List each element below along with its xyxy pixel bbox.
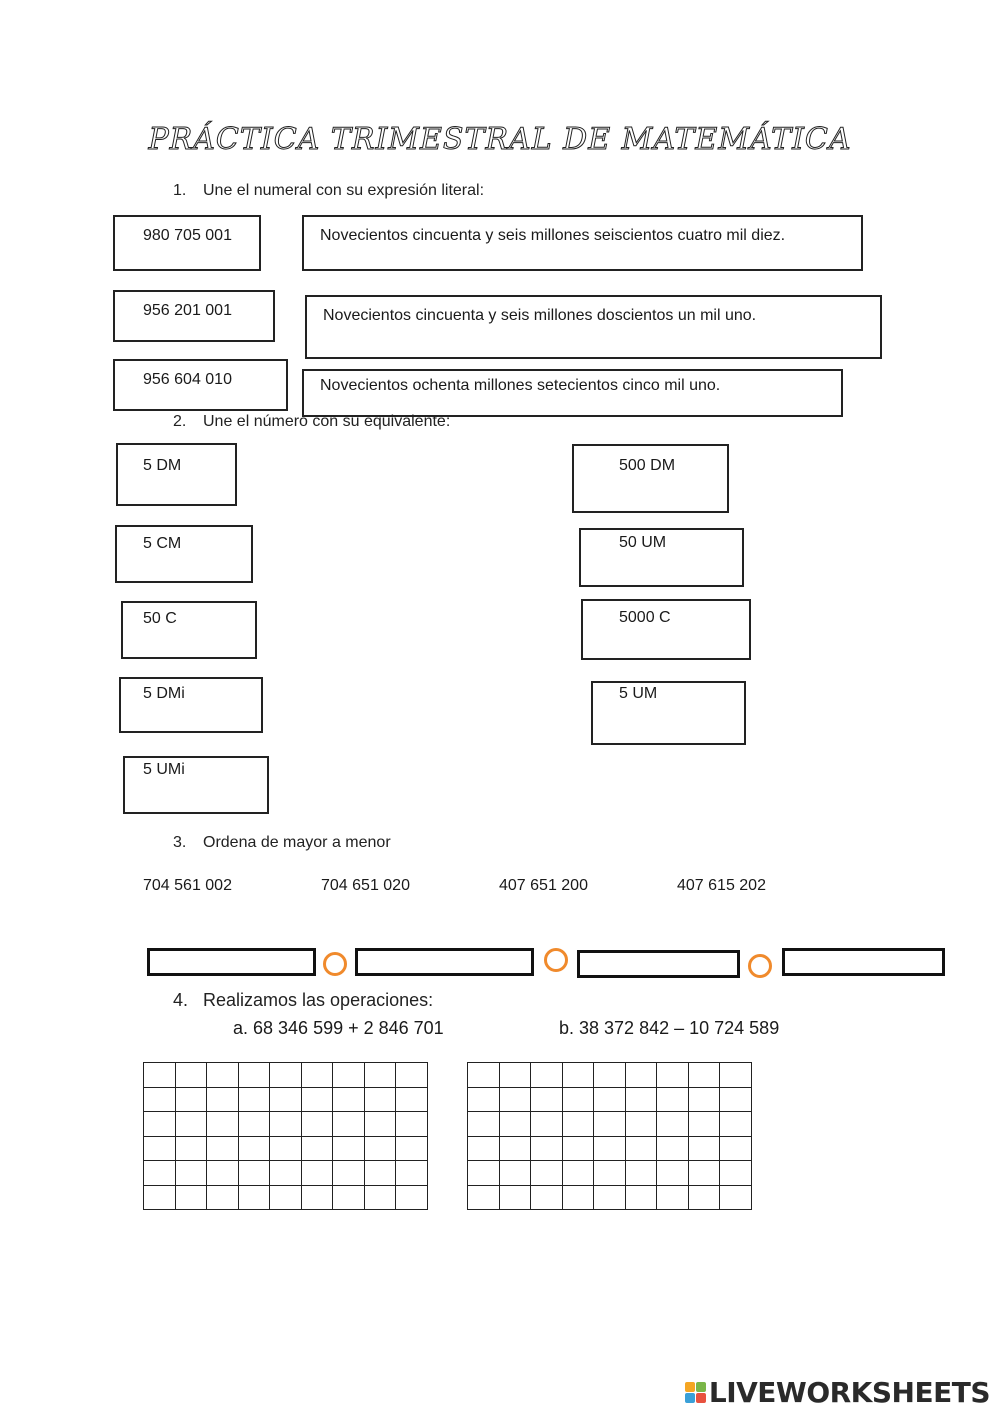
grid-cell[interactable] — [301, 1112, 333, 1137]
grid-cell[interactable] — [396, 1112, 428, 1137]
grid-cell[interactable] — [562, 1185, 594, 1210]
equivalent-label: 50 UM — [619, 534, 667, 551]
grid-cell[interactable] — [207, 1161, 239, 1186]
grid-cell[interactable] — [396, 1161, 428, 1186]
order-number-1: 704 561 002 — [143, 877, 232, 894]
grid-row — [468, 1185, 752, 1210]
grid-cell[interactable] — [364, 1087, 396, 1112]
literal-label: Novecientos cincuenta y seis millones seiscientos cuatro mil diez. — [320, 227, 786, 244]
grid-cell[interactable] — [207, 1185, 239, 1210]
question-2-text: Une el número con su equivalente: — [203, 413, 451, 430]
literal-box-2[interactable] — [305, 295, 882, 359]
grid-cell[interactable] — [594, 1136, 626, 1161]
equivalent-label: 5 UM — [619, 685, 658, 702]
grid-cell[interactable] — [688, 1087, 720, 1112]
grid-cell[interactable] — [688, 1112, 720, 1137]
grid-cell[interactable] — [364, 1136, 396, 1161]
equivalent-right-2[interactable] — [579, 528, 744, 587]
grid-cell[interactable] — [396, 1185, 428, 1210]
order-slot-1[interactable] — [147, 948, 316, 976]
question-4-number: 4. — [173, 990, 189, 1010]
grid-cell[interactable] — [270, 1161, 302, 1186]
grid-cell[interactable] — [270, 1185, 302, 1210]
grid-cell[interactable] — [625, 1087, 657, 1112]
grid-cell[interactable] — [657, 1161, 689, 1186]
grid-cell[interactable] — [720, 1185, 752, 1210]
literal-label: Novecientos cincuenta y seis millones doscientos un mil uno. — [323, 307, 757, 324]
equivalent-left-3[interactable] — [121, 601, 257, 659]
grid-cell[interactable] — [594, 1063, 626, 1088]
equivalent-left-5[interactable] — [123, 756, 269, 814]
grid-cell[interactable] — [270, 1063, 302, 1088]
grid-cell[interactable] — [301, 1161, 333, 1186]
grid-cell[interactable] — [207, 1136, 239, 1161]
literal-label: Novecientos ochenta millones setecientos cinco mil uno. — [320, 377, 721, 394]
equivalent-left-4[interactable] — [119, 677, 263, 733]
grid-cell[interactable] — [175, 1087, 207, 1112]
grid-cell[interactable] — [468, 1136, 500, 1161]
equivalent-label: 50 C — [143, 610, 177, 627]
grid-row — [468, 1136, 752, 1161]
question-3-number: 3. — [173, 834, 187, 851]
logo-mark-icon — [685, 1382, 706, 1403]
question-1-text: Une el numeral con su expresión literal: — [203, 182, 485, 199]
work-grid-a[interactable] — [143, 1062, 428, 1210]
literal-box-1[interactable] — [302, 215, 863, 271]
grid-cell[interactable] — [364, 1063, 396, 1088]
grid-row — [144, 1136, 428, 1161]
grid-cell[interactable] — [238, 1185, 270, 1210]
grid-cell[interactable] — [562, 1161, 594, 1186]
order-number-4: 407 615 202 — [677, 877, 766, 894]
equivalent-right-4[interactable] — [591, 681, 746, 745]
grid-row — [468, 1063, 752, 1088]
grid-cell[interactable] — [175, 1161, 207, 1186]
grid-cell[interactable] — [625, 1112, 657, 1137]
grid-cell[interactable] — [396, 1063, 428, 1088]
grid-cell[interactable] — [144, 1185, 176, 1210]
grid-cell[interactable] — [499, 1185, 531, 1210]
order-number-3: 407 651 200 — [499, 877, 588, 894]
grid-cell[interactable] — [333, 1136, 365, 1161]
order-number-2: 704 651 020 — [321, 877, 410, 894]
question-3 — [173, 834, 391, 852]
numeral-box-2[interactable] — [113, 290, 275, 342]
grid-cell[interactable] — [175, 1185, 207, 1210]
grid-cell[interactable] — [270, 1112, 302, 1137]
numeral-box-1[interactable] — [113, 215, 261, 271]
question-1 — [173, 182, 484, 200]
grid-cell[interactable] — [144, 1136, 176, 1161]
grid-row — [144, 1112, 428, 1137]
grid-cell[interactable] — [301, 1063, 333, 1088]
operation-a: a. 68 346 599 + 2 846 701 — [233, 1018, 444, 1038]
equivalent-right-3[interactable] — [581, 599, 751, 660]
equivalent-left-1[interactable] — [116, 443, 237, 506]
grid-cell[interactable] — [625, 1185, 657, 1210]
grid-cell[interactable] — [207, 1112, 239, 1137]
equivalent-label: 5 DM — [143, 457, 182, 474]
grid-cell[interactable] — [144, 1063, 176, 1088]
grid-cell[interactable] — [468, 1087, 500, 1112]
equivalent-right-1[interactable] — [572, 444, 729, 513]
grid-row — [144, 1161, 428, 1186]
grid-cell[interactable] — [688, 1161, 720, 1186]
grid-cell[interactable] — [657, 1087, 689, 1112]
grid-cell[interactable] — [333, 1112, 365, 1137]
equivalent-label: 5 DMi — [143, 685, 185, 702]
grid-cell[interactable] — [207, 1087, 239, 1112]
equivalent-label: 5000 C — [619, 609, 671, 626]
grid-cell[interactable] — [657, 1063, 689, 1088]
grid-cell[interactable] — [562, 1136, 594, 1161]
page-title: PRÁCTICA TRIMESTRAL DE MATEMÁTICA — [148, 122, 852, 157]
numeral-label: 980 705 001 — [143, 227, 232, 244]
grid-cell[interactable] — [301, 1185, 333, 1210]
grid-row — [144, 1185, 428, 1210]
grid-cell[interactable] — [657, 1112, 689, 1137]
grid-cell[interactable] — [468, 1112, 500, 1137]
equivalent-label: 500 DM — [619, 457, 676, 474]
grid-cell[interactable] — [720, 1161, 752, 1186]
numeral-label: 956 201 001 — [143, 302, 232, 319]
grid-row — [468, 1112, 752, 1137]
grid-row — [144, 1063, 428, 1088]
grid-cell[interactable] — [562, 1063, 594, 1088]
grid-cell[interactable] — [175, 1112, 207, 1137]
grid-cell[interactable] — [625, 1161, 657, 1186]
grid-cell[interactable] — [238, 1112, 270, 1137]
grid-cell[interactable] — [531, 1185, 563, 1210]
grid-cell[interactable] — [238, 1161, 270, 1186]
grid-cell[interactable] — [333, 1087, 365, 1112]
grid-cell[interactable] — [499, 1063, 531, 1088]
grid-cell[interactable] — [499, 1136, 531, 1161]
equivalent-label: 5 CM — [143, 535, 182, 552]
grid-cell[interactable] — [175, 1136, 207, 1161]
grid-cell[interactable] — [594, 1161, 626, 1186]
liveworksheets-logo — [685, 1376, 990, 1409]
grid-cell[interactable] — [562, 1112, 594, 1137]
numeral-label: 956 604 010 — [143, 371, 232, 388]
work-grid-b[interactable] — [467, 1062, 752, 1210]
grid-cell[interactable] — [301, 1087, 333, 1112]
grid-cell[interactable] — [594, 1087, 626, 1112]
compare-circle-2[interactable] — [544, 948, 568, 972]
grid-cell[interactable] — [720, 1087, 752, 1112]
grid-cell[interactable] — [688, 1063, 720, 1088]
compare-circle-1[interactable] — [323, 952, 347, 976]
grid-cell[interactable] — [562, 1087, 594, 1112]
grid-cell[interactable] — [657, 1136, 689, 1161]
grid-cell[interactable] — [207, 1063, 239, 1088]
grid-cell[interactable] — [175, 1063, 207, 1088]
grid-cell[interactable] — [364, 1185, 396, 1210]
order-slot-3[interactable] — [577, 950, 740, 978]
compare-circle-3[interactable] — [748, 954, 772, 978]
grid-row — [468, 1087, 752, 1112]
grid-cell[interactable] — [531, 1161, 563, 1186]
grid-cell[interactable] — [238, 1087, 270, 1112]
grid-cell[interactable] — [499, 1087, 531, 1112]
question-1-number: 1. — [173, 182, 187, 199]
question-4-text: Realizamos las operaciones: — [203, 990, 434, 1010]
grid-cell[interactable] — [144, 1087, 176, 1112]
grid-cell[interactable] — [270, 1136, 302, 1161]
grid-cell[interactable] — [720, 1136, 752, 1161]
grid-cell[interactable] — [238, 1063, 270, 1088]
grid-cell[interactable] — [499, 1112, 531, 1137]
grid-row — [144, 1087, 428, 1112]
grid-cell[interactable] — [531, 1087, 563, 1112]
literal-box-3[interactable] — [302, 369, 843, 417]
grid-cell[interactable] — [144, 1161, 176, 1186]
grid-row — [468, 1161, 752, 1186]
grid-cell[interactable] — [594, 1112, 626, 1137]
grid-cell[interactable] — [720, 1112, 752, 1137]
grid-cell[interactable] — [468, 1161, 500, 1186]
grid-cell[interactable] — [396, 1087, 428, 1112]
operation-b: b. 38 372 842 – 10 724 589 — [559, 1018, 780, 1038]
grid-cell[interactable] — [688, 1136, 720, 1161]
grid-cell[interactable] — [499, 1161, 531, 1186]
equivalent-label: 5 UMi — [143, 761, 185, 778]
grid-cell[interactable] — [531, 1112, 563, 1137]
grid-cell[interactable] — [720, 1063, 752, 1088]
grid-cell[interactable] — [657, 1185, 689, 1210]
grid-cell[interactable] — [333, 1185, 365, 1210]
grid-cell[interactable] — [301, 1136, 333, 1161]
question-2-number: 2. — [173, 413, 187, 430]
grid-cell[interactable] — [270, 1087, 302, 1112]
numeral-box-3[interactable] — [113, 359, 288, 411]
grid-cell[interactable] — [364, 1112, 396, 1137]
grid-cell[interactable] — [468, 1185, 500, 1210]
grid-cell[interactable] — [396, 1136, 428, 1161]
order-slot-4[interactable] — [782, 948, 945, 976]
grid-cell[interactable] — [144, 1112, 176, 1137]
grid-cell[interactable] — [238, 1136, 270, 1161]
logo-text: LIVEWORKSHEETS — [708, 1376, 990, 1409]
grid-cell[interactable] — [531, 1063, 563, 1088]
grid-cell[interactable] — [531, 1136, 563, 1161]
order-slot-2[interactable] — [355, 948, 534, 976]
grid-cell[interactable] — [594, 1185, 626, 1210]
grid-cell[interactable] — [333, 1063, 365, 1088]
grid-cell[interactable] — [333, 1161, 365, 1186]
grid-cell[interactable] — [468, 1063, 500, 1088]
question-2 — [173, 413, 450, 431]
grid-cell[interactable] — [625, 1063, 657, 1088]
question-4 — [173, 990, 433, 1011]
grid-cell[interactable] — [688, 1185, 720, 1210]
equivalent-left-2[interactable] — [115, 525, 253, 583]
question-3-text: Ordena de mayor a menor — [203, 834, 391, 851]
grid-cell[interactable] — [364, 1161, 396, 1186]
grid-cell[interactable] — [625, 1136, 657, 1161]
